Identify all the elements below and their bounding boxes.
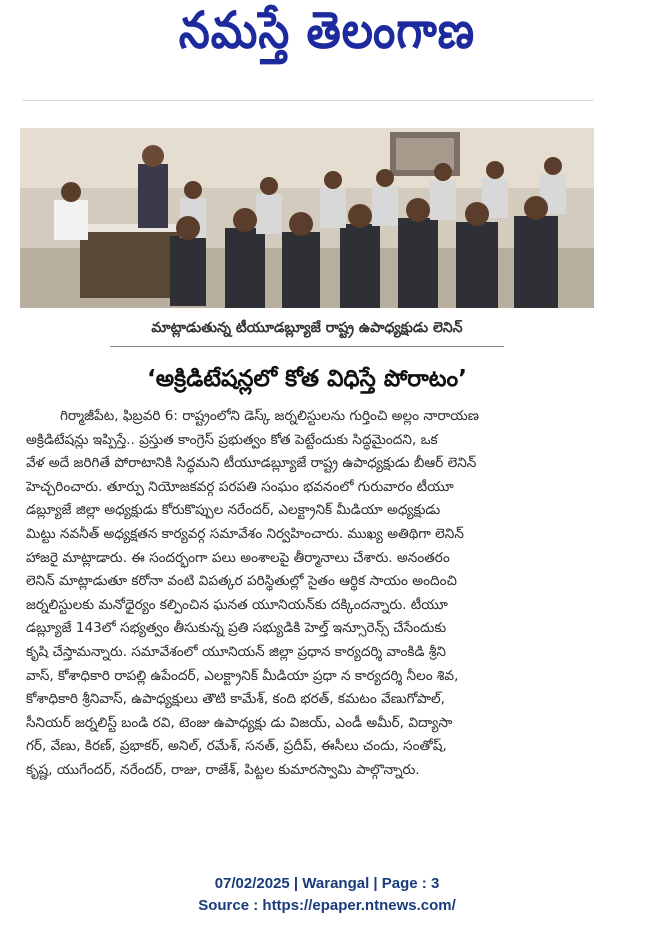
newspaper-logo: నమస్తే తెలంగాణ xyxy=(178,1,476,60)
article-line: కోశాధికారి శ్రీనివాస్, ఉపాధ్యక్షులు తౌటి కామేశ్, కంది భరత్, కమటం వేణుగోపాల్, xyxy=(26,691,445,708)
masthead xyxy=(0,0,654,80)
meeting-photo-illustration xyxy=(20,128,594,308)
article-line: మిట్టు నవనీత్ అధ్యక్షతన కార్యవర్గ సమావేశం నిర్వహించారు. ముఖ్య అతిథిగా లెనిన్ xyxy=(26,525,464,542)
article-line: కృషి చేస్తామన్నారు. సమావేశంలో యూనియన్ జిల్లా ప్రధాన కార్యదర్శి వాంకిడి శ్రీని xyxy=(26,643,446,660)
news-photo xyxy=(20,128,594,308)
article-line: వేళ అదే జరిగితే పోరాటానికి సిద్ధమని టీయూడబ్ల్యూజే రాష్ట్ర ఉపాధ్యక్షుడు బీఆర్ లెనిన్ xyxy=(26,455,477,472)
photo-caption: మాట్లాడుతున్న టీయూడబ్ల్యూజే రాష్ట్ర ఉపాధ్యక్షుడు లెనిన్ xyxy=(151,320,463,336)
footer-source-link[interactable]: Source : https://epaper.ntnews.com/ xyxy=(198,897,456,914)
article-line: గర్, వేణు, కిరణ్, ప్రభాకర్, అనిల్, రమేశ్, సనత్, ప్రదీప్, ఈసీలు చందు, సంతోష్, xyxy=(26,738,447,755)
article-line: జర్నలిస్టులకు మనోధైర్యం కల్పించిన ఘనత యూనియన్‌కు దక్కిందన్నారు. టీయూ xyxy=(26,596,448,613)
article-line: గిర్మాజీపేట, ఫిబ్రవరి 6: రాష్ట్రంలోని డెస్క్ జర్నలిస్టులను గుర్తించి అల్లం నారాయణ xyxy=(60,408,479,424)
article-line: అక్రిడిటేషన్లు ఇప్పిస్తే.. ప్రస్తుత కాంగ్రెస్ ప్రభుత్వం కోత పెట్టేందుకు సిద్ధమైందని, ఒక xyxy=(26,431,438,448)
footer-dateline: 07/02/2025 | Warangal | Page : 3 xyxy=(214,875,440,892)
article-line: హాజరై మాట్లాడారు. ఈ సందర్భంగా పలు అంశాలపై తీర్మానాలు చేశారు. అనంతరం xyxy=(26,549,450,566)
article-line: హెచ్చరించారు. తూర్పు నియోజకవర్గ పరపతి సంఘం భవనంలో గురువారం టీయూ xyxy=(26,478,454,495)
article-line: కృష్ణ, యుగేందర్, నరేందర్, రాజు, రాజేశ్, పిట్టల కుమారస్వామి పాల్గొన్నారు. xyxy=(26,761,420,778)
article-headline: ‘అక్రిడిటేషన్లలో కోత విధిస్తే పోరాటం’ xyxy=(147,366,467,392)
article-line: డబ్ల్యూజే జిల్లా అధ్యక్షుడు కోరుకొప్పుల నరేందర్, ఎలక్ట్రానిక్ మీడియా అధ్యక్షుడు xyxy=(26,502,441,519)
article-body xyxy=(26,405,594,783)
caption-divider xyxy=(110,346,504,347)
top-divider xyxy=(22,100,594,101)
article-line: లెనిన్ మాట్లాడుతూ కరోనా వంటి విపత్కర పరిస్థితుల్లో సైతం ఆర్థిక సాయం అందించి xyxy=(26,573,457,590)
article-line: వాస్, కోశాధికారి రాపల్లి ఉపేందర్, ఎలక్ట్రానిక్ మీడియా ప్రధా న కార్యదర్శి నీలం శివ, xyxy=(26,667,459,684)
article-line: డబ్ల్యూజే 143లో సభ్యత్వం తీసుకున్న ప్రతి సభ్యుడికి హెల్త్ ఇన్సూరెన్స్ చేసేందుకు xyxy=(26,620,447,637)
article-line: సీనియర్ జర్నలిస్ట్ బండి రవి, టెంజు ఉపాధ్యక్షు డు విజయ్, ఎండీ అమీర్, విద్యాసా xyxy=(26,714,453,731)
